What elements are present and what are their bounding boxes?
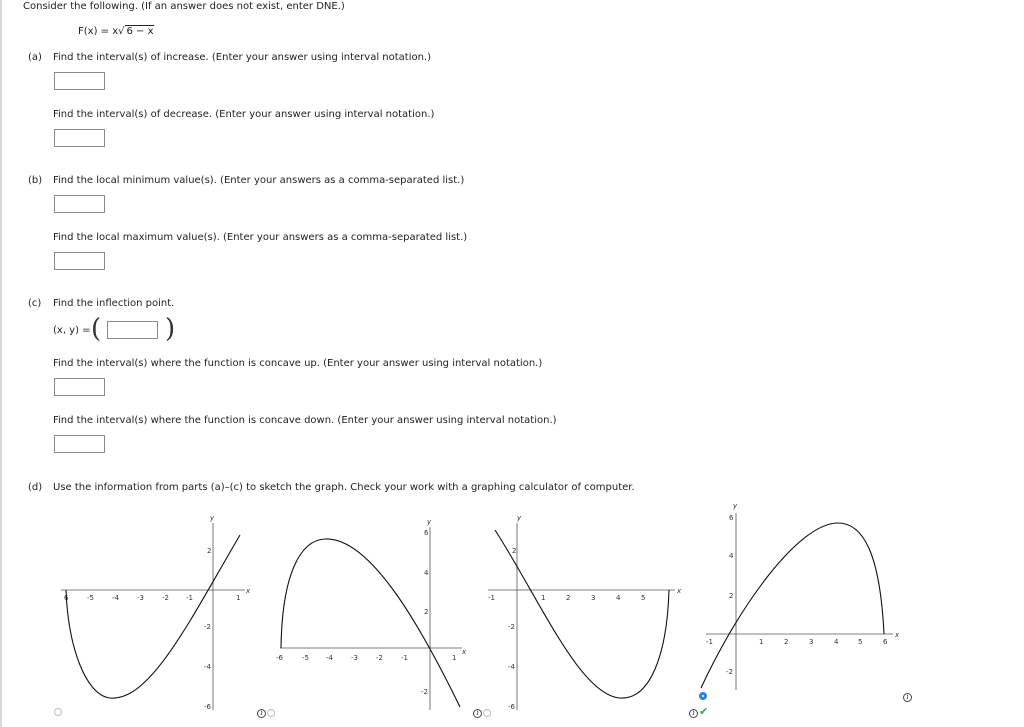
function-radicand: 6 − x	[126, 26, 154, 37]
x-tick-label: 1	[452, 654, 457, 662]
y-tick-label: -2	[421, 688, 428, 696]
x-tick-label: 4	[616, 594, 621, 602]
x-tick-label: -1	[706, 638, 713, 646]
y-tick-label: -6	[204, 703, 211, 711]
x-tick-label: -3	[137, 594, 144, 602]
part-b-label: (b)	[28, 175, 43, 186]
local-min-prompt: Find the local minimum value(s). (Enter your answers as a comma-separated list.)	[53, 175, 465, 186]
left-paren: (	[91, 314, 102, 344]
info-icon[interactable]: i	[689, 709, 698, 718]
x-tick-label: 3	[809, 638, 814, 646]
info-icon[interactable]: i	[257, 709, 266, 718]
graph-option-4[interactable]	[698, 498, 908, 693]
y-tick-label: 6	[729, 514, 734, 522]
x-axis-label: x	[895, 631, 900, 639]
inflection-answer-input[interactable]	[107, 321, 158, 339]
x-tick-label: -5	[87, 594, 94, 602]
x-tick-label: -1	[186, 594, 193, 602]
y-tick-label: 2	[512, 547, 517, 555]
concave-up-answer-input[interactable]	[54, 378, 105, 396]
x-tick-label: -3	[351, 654, 358, 662]
y-tick-label: -2	[204, 623, 211, 631]
y-axis-label: y	[733, 502, 738, 510]
x-tick-label: 4	[834, 638, 839, 646]
y-tick-label: -2	[726, 668, 733, 676]
graph-option-1[interactable]	[55, 505, 265, 720]
graph-option-2-radio[interactable]	[267, 709, 275, 717]
curve	[281, 539, 460, 707]
y-axis-label: y	[517, 514, 522, 522]
x-tick-label: -1	[401, 654, 408, 662]
y-tick-label: -4	[508, 663, 515, 671]
local-max-prompt: Find the local maximum value(s). (Enter your answers as a comma-separated list.)	[53, 232, 468, 243]
local-max-answer-input[interactable]	[54, 252, 105, 270]
question-intro: Consider the following. (If an answer does not exist, enter DNE.)	[23, 1, 345, 12]
graph-option-2[interactable]	[270, 515, 475, 710]
x-tick-label: 5	[858, 638, 863, 646]
x-tick-label: -6	[276, 654, 283, 662]
concave-down-prompt: Find the interval(s) where the function is concave down. (Enter your answer using interval notation.)	[53, 415, 557, 426]
y-tick-label: -6	[508, 703, 515, 711]
concave-up-prompt: Find the interval(s) where the function is concave up. (Enter your answer using interval notation.)	[53, 358, 543, 369]
x-tick-label: -4	[326, 654, 333, 662]
function-lhs: F(x) = x	[78, 26, 119, 37]
x-tick-label: 1	[541, 594, 546, 602]
info-icon[interactable]: i	[903, 693, 912, 702]
x-tick-label: 2	[784, 638, 789, 646]
concave-down-answer-input[interactable]	[54, 435, 105, 453]
curve	[701, 523, 884, 688]
right-paren: )	[165, 314, 176, 344]
x-tick-label: -2	[376, 654, 383, 662]
inflection-prompt: Find the inflection point.	[53, 298, 175, 309]
decrease-answer-input[interactable]	[54, 129, 105, 147]
y-axis-label: y	[427, 518, 432, 526]
y-tick-label: 6	[424, 529, 429, 537]
graph-option-3[interactable]	[480, 505, 685, 720]
decrease-prompt: Find the interval(s) of decrease. (Enter your answer using interval notation.)	[53, 109, 435, 120]
local-min-answer-input[interactable]	[54, 195, 105, 213]
part-d-label: (d)	[28, 482, 43, 493]
checkmark-icon: ✔	[699, 705, 709, 718]
y-tick-label: 4	[424, 569, 429, 577]
left-border	[0, 0, 2, 727]
increase-answer-input[interactable]	[54, 72, 105, 90]
x-axis-label: x	[462, 648, 467, 656]
x-tick-label: -1	[488, 594, 495, 602]
curve	[66, 535, 240, 698]
x-tick-label: -2	[162, 594, 169, 602]
x-tick-label: 3	[591, 594, 596, 602]
x-tick-label: -4	[112, 594, 119, 602]
x-tick-label: 2	[566, 594, 571, 602]
y-axis-label: y	[210, 514, 215, 522]
x-tick-label: 1	[236, 594, 241, 602]
sqrt-symbol: √	[118, 26, 125, 37]
info-icon[interactable]: i	[473, 709, 482, 718]
y-tick-label: 2	[729, 592, 734, 600]
y-tick-label: 2	[424, 608, 429, 616]
y-tick-label: 4	[729, 552, 734, 560]
x-tick-label: -5	[302, 654, 309, 662]
y-tick-label: -2	[508, 623, 515, 631]
part-a-label: (a)	[28, 52, 42, 63]
graph-option-1-radio[interactable]	[54, 708, 62, 716]
x-tick-label: 1	[759, 638, 764, 646]
graph-option-4-radio[interactable]	[699, 692, 707, 700]
xy-label: (x, y) =	[53, 325, 91, 336]
y-tick-label: -4	[204, 663, 211, 671]
part-c-label: (c)	[28, 298, 42, 309]
x-tick-label: 6	[883, 638, 888, 646]
x-axis-label: x	[677, 587, 682, 595]
increase-prompt: Find the interval(s) of increase. (Enter your answer using interval notation.)	[53, 52, 432, 63]
graph-instruction: Use the information from parts (a)–(c) to sketch the graph. Check your work with a graphing calculator of computer.	[53, 482, 635, 493]
x-axis-label: x	[246, 587, 251, 595]
curve	[495, 530, 669, 698]
graph-option-3-radio[interactable]	[483, 709, 491, 717]
x-tick-label: 6	[64, 594, 69, 602]
x-tick-label: 5	[641, 594, 646, 602]
y-tick-label: 2	[207, 547, 212, 555]
function-formula	[78, 25, 154, 37]
